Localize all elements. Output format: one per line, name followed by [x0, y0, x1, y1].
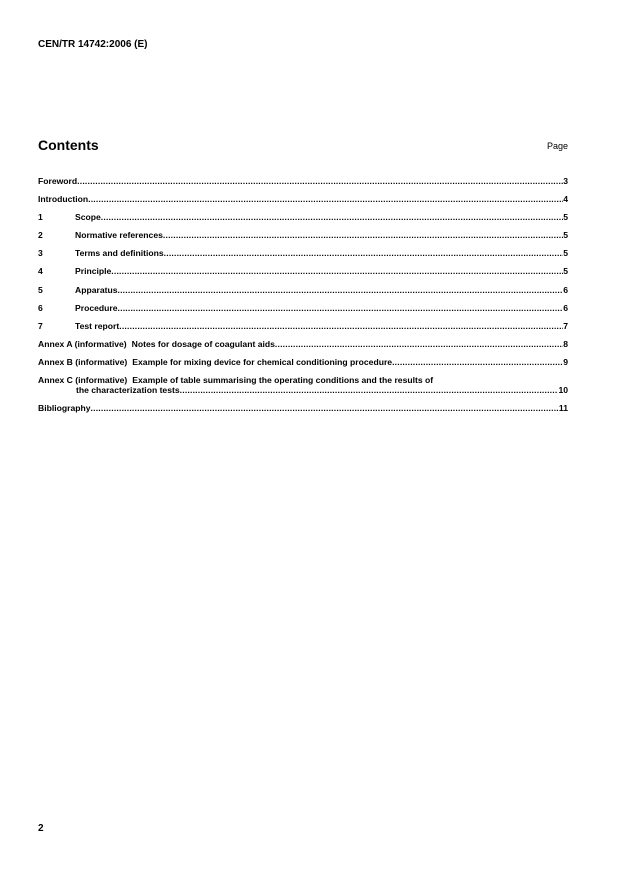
- toc-leader: [77, 176, 563, 186]
- toc-leader: [392, 357, 563, 367]
- toc-entry-scope[interactable]: [38, 212, 568, 222]
- toc-entry-procedure[interactable]: [38, 303, 568, 313]
- toc-entry-number: 1: [38, 212, 43, 223]
- toc-entry-title: Foreword: [38, 176, 78, 186]
- toc-entry-page: 5: [563, 266, 568, 277]
- toc-entry-page: 5: [563, 230, 568, 241]
- toc-entry-number: 3: [38, 248, 43, 259]
- toc-entry-number: 7: [38, 320, 43, 331]
- toc-entry-title: Introduction: [38, 194, 89, 205]
- toc-entry-number: 2: [38, 230, 43, 241]
- toc-entry-foreword[interactable]: [38, 176, 568, 186]
- toc-entry-bibliography[interactable]: [38, 403, 568, 413]
- toc-entry-title: Scope: [75, 212, 101, 223]
- toc-entry-title: Terms and definitions: [75, 248, 164, 259]
- toc-entry-title: Test report: [75, 320, 120, 331]
- toc-annex-prefix: Annex C (informative): [38, 375, 128, 386]
- toc-entry-page: 7: [563, 320, 568, 331]
- toc-entry-number: 5: [38, 284, 43, 295]
- toc-entry-title: Example of table summarising the operating conditions and the results of: [132, 375, 434, 386]
- toc-leader: [111, 266, 563, 276]
- toc-entry-page: 10: [558, 385, 568, 396]
- toc-entry-title: Example for mixing device for chemical conditioning procedure: [132, 356, 393, 367]
- toc-entry-normative-references[interactable]: [38, 230, 568, 240]
- document-id: CEN/TR 14742:2006 (E): [38, 39, 148, 50]
- toc-leader: [163, 230, 563, 240]
- toc-header: [38, 137, 568, 155]
- toc-entry-title: Notes for dosage of coagulant aids: [131, 338, 275, 349]
- toc-entry-page: 8: [563, 338, 568, 349]
- toc-annex-prefix: Annex B (informative): [38, 356, 128, 367]
- toc-entry-terms-and-definitions[interactable]: [38, 248, 568, 258]
- toc-leader: [101, 212, 563, 222]
- toc-title: Contents: [38, 137, 99, 153]
- toc-entry-page: 6: [563, 284, 568, 295]
- toc-leader: [275, 339, 563, 349]
- toc-entry-page: 5: [563, 212, 568, 223]
- toc-entry-principle[interactable]: [38, 266, 568, 276]
- toc-entry-page: 11: [558, 403, 568, 414]
- toc-entry-annex-b[interactable]: [38, 357, 568, 367]
- toc-leader: [180, 385, 559, 395]
- toc-annex-prefix: Annex A (informative): [38, 338, 127, 349]
- toc-entry-annex-a[interactable]: [38, 339, 568, 349]
- toc-leader: [118, 285, 564, 295]
- toc-entry-page: 4: [563, 194, 568, 205]
- toc-entry-number: 6: [38, 302, 43, 313]
- toc-entry-title: Procedure: [75, 302, 118, 313]
- table-of-contents: [38, 176, 568, 421]
- toc-leader: [88, 194, 563, 204]
- toc-entry-page: 9: [563, 356, 568, 367]
- toc-entry-title: Normative references: [75, 230, 163, 241]
- toc-leader: [118, 303, 564, 313]
- toc-leader: [119, 321, 563, 331]
- toc-entry-page: 3: [563, 176, 568, 186]
- toc-entry-title: Bibliography: [38, 403, 91, 414]
- page-number: 2: [38, 823, 44, 834]
- toc-entry-title: Apparatus: [75, 284, 118, 295]
- toc-entry-title-continued: the characterization tests: [76, 385, 180, 396]
- toc-entry-annex-c[interactable]: [38, 375, 568, 395]
- toc-entry-number: 4: [38, 266, 43, 277]
- toc-entry-test-report[interactable]: [38, 321, 568, 331]
- toc-page-label: Page: [546, 141, 568, 151]
- toc-entry-page: 6: [563, 302, 568, 313]
- toc-entry-apparatus[interactable]: [38, 285, 568, 295]
- toc-leader: [91, 403, 559, 413]
- toc-leader: [164, 248, 564, 258]
- toc-entry-introduction[interactable]: [38, 194, 568, 204]
- toc-entry-page: 5: [563, 248, 568, 259]
- toc-entry-title: Principle: [75, 266, 112, 277]
